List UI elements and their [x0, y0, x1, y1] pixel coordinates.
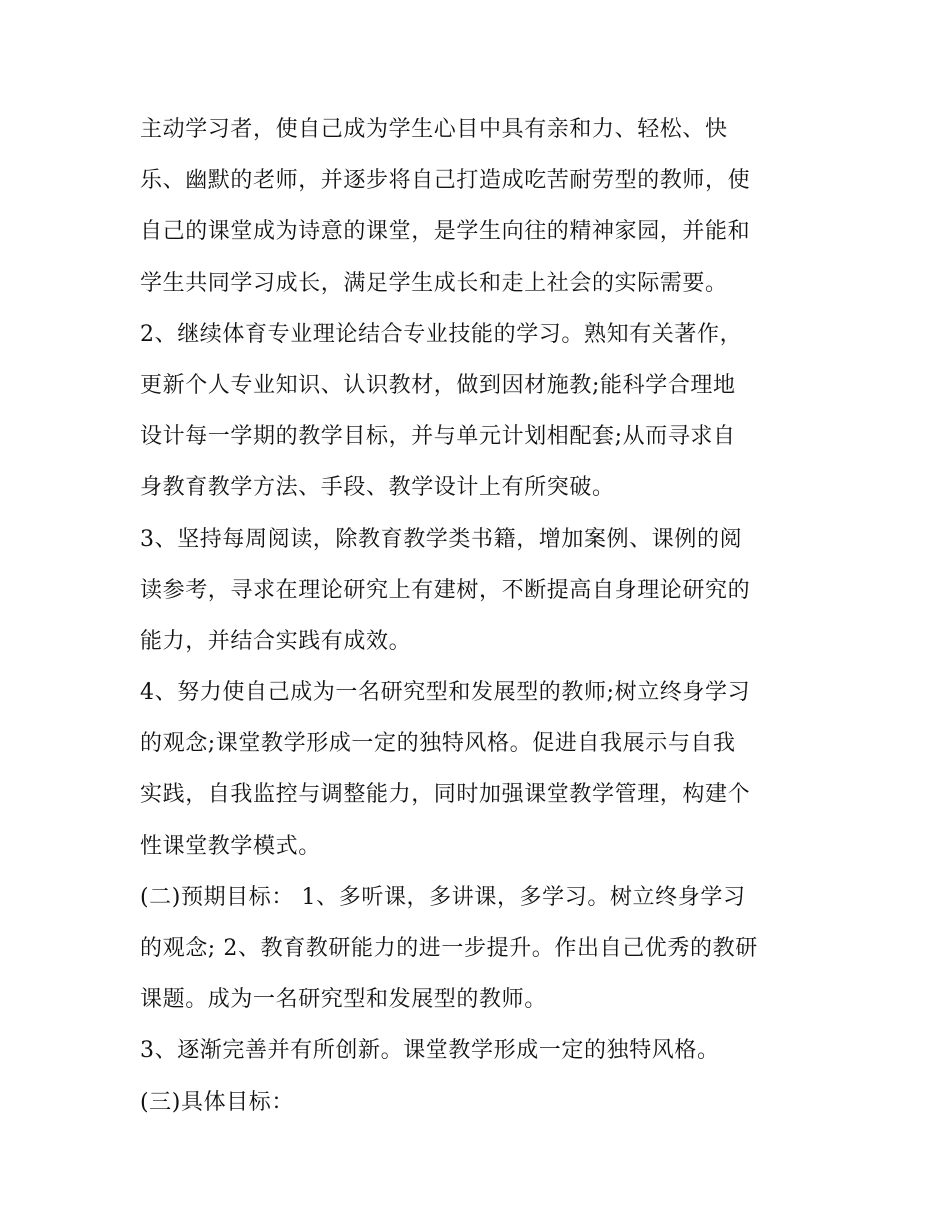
text-line: 课题。成为一名研究型和发展型的教师。 — [140, 987, 547, 1013]
text-line: 乐、幽默的老师，并逐步将自己打造成吃苦耐劳型的教师，使 — [140, 168, 751, 194]
text-line: 设计每一学期的教学目标，并与单元计划相配套;从而寻求自 — [140, 424, 736, 450]
text-line: 主动学习者，使自己成为学生心目中具有亲和力、轻松、快 — [140, 117, 728, 142]
text-line: 4、努力使自己成为一名研究型和发展型的教师;树立终身学习 — [140, 680, 751, 706]
text-line: 2、继续体育专业理论结合专业技能的学习。熟知有关著作， — [140, 321, 743, 347]
text-line: 能力，并结合实践有成效。 — [140, 628, 412, 654]
text-line: 性课堂教学模式。 — [140, 833, 321, 859]
text-line: 更新个人专业知识、认识教材，做到因材施教;能科学合理地 — [140, 372, 736, 398]
text-line: 自己的课堂成为诗意的课堂，是学生向往的精神家园，并能和 — [140, 219, 751, 245]
document-body — [140, 104, 820, 1128]
text-line: 3、逐渐完善并有所创新。课堂教学形成一定的独特风格。 — [140, 1038, 720, 1064]
text-line: 读参考，寻求在理论研究上有建树，不断提高自身理论研究的 — [140, 577, 751, 603]
text-line: 的观念; 2、教育教研能力的进一步提升。作出自己优秀的教研 — [140, 936, 758, 961]
text-line: 身教育教学方法、手段、教学设计上有所突破。 — [140, 475, 615, 501]
text-line: 实践，自我监控与调整能力，同时加强课堂教学管理，构建个 — [140, 782, 751, 808]
text-line: (三)具体目标： — [140, 1089, 294, 1115]
text-line: 学生共同学习成长，满足学生成长和走上社会的实际需要。 — [140, 270, 728, 296]
text-line: 3、坚持每周阅读，除教育教学类书籍，增加案例、课例的阅 — [140, 526, 743, 552]
text-line: 的观念;课堂教学形成一定的独特风格。促进自我展示与自我 — [140, 731, 736, 757]
text-line: (二)预期目标： 1、多听课，多讲课，多学习。树立终身学习 — [140, 884, 746, 910]
